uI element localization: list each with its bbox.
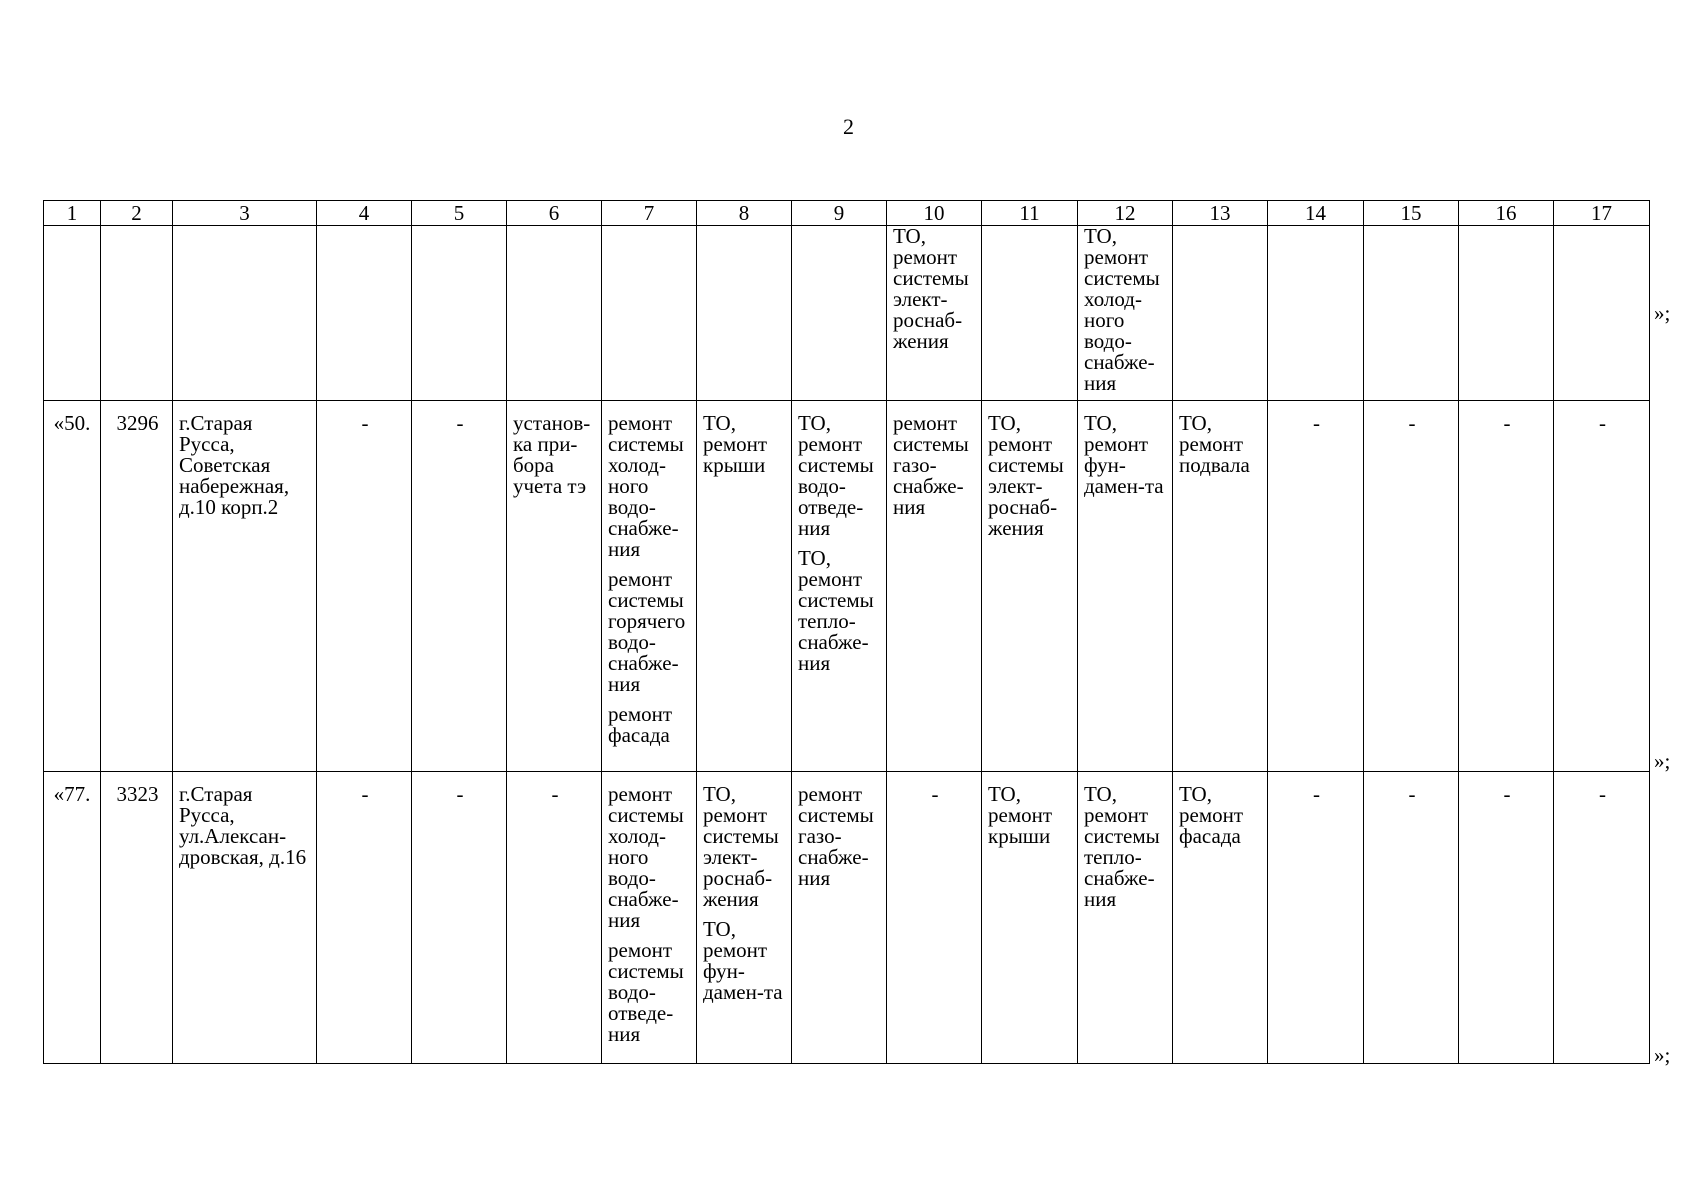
table-cell: ТО, ремонт системы тепло-снабже-ния xyxy=(1078,772,1173,1064)
table-cell: - xyxy=(507,772,602,1064)
table-cell xyxy=(507,226,602,401)
column-header: 13 xyxy=(1173,201,1268,226)
column-header: 10 xyxy=(887,201,982,226)
page-number: 2 xyxy=(843,114,854,139)
table-cell xyxy=(412,226,507,401)
column-header: 11 xyxy=(982,201,1078,226)
table-cell: ТО, ремонт системы элект-роснаб-жения xyxy=(887,226,982,401)
table-cell: ТО, ремонт крыши xyxy=(697,401,792,772)
address: г.Старая Русса, ул.Алексан-дровская, д.16 xyxy=(173,772,317,1064)
column-header: 14 xyxy=(1268,201,1364,226)
table-row xyxy=(44,772,1650,1064)
column-header: 4 xyxy=(317,201,412,226)
table-cell xyxy=(602,226,697,401)
column-header: 8 xyxy=(697,201,792,226)
table-cell: установ-ка при-бора учета тэ xyxy=(507,401,602,772)
row-closing-quote: »; xyxy=(1654,301,1671,325)
table-cell: ремонт системы газо-снабже-ния xyxy=(887,401,982,772)
table-cell: - xyxy=(1554,772,1650,1064)
table-cell xyxy=(792,226,887,401)
column-header: 5 xyxy=(412,201,507,226)
table-cell: ТО, ремонт системы элект-роснаб-жения xyxy=(982,401,1078,772)
table-cell xyxy=(44,226,101,401)
table-cell: ТО, ремонт системы водо-отведе-ния ТО, ремонт системы тепло-снабже-ния xyxy=(792,401,887,772)
table-cell xyxy=(1554,226,1650,401)
table-cell: - xyxy=(1364,401,1459,772)
table-cell xyxy=(1364,226,1459,401)
table-cell xyxy=(697,226,792,401)
column-header: 3 xyxy=(173,201,317,226)
column-header: 1 xyxy=(44,201,101,226)
column-header: 16 xyxy=(1459,201,1554,226)
table-cell: - xyxy=(887,772,982,1064)
table-cell xyxy=(1459,226,1554,401)
table-cell: - xyxy=(1554,401,1650,772)
table-row xyxy=(44,401,1650,772)
table-cell xyxy=(982,226,1078,401)
table-cell: ремонт системы газо-снабже-ния xyxy=(792,772,887,1064)
table-cell: ТО, ремонт фун-дамен-та xyxy=(1078,401,1173,772)
table-cell: - xyxy=(1459,401,1554,772)
table-cell: - xyxy=(317,401,412,772)
table-row xyxy=(44,226,1650,401)
row-number: «77. xyxy=(44,772,101,1064)
column-header: 15 xyxy=(1364,201,1459,226)
table-cell: ТО, ремонт системы холод-ного водо-снабже-ния xyxy=(1078,226,1173,401)
row-closing-quote: »; xyxy=(1654,1043,1671,1067)
table-cell: - xyxy=(1459,772,1554,1064)
table-cell xyxy=(1173,226,1268,401)
table-cell xyxy=(101,226,173,401)
column-header: 6 xyxy=(507,201,602,226)
column-number-row xyxy=(44,201,1650,226)
table-cell xyxy=(1268,226,1364,401)
table-cell: ТО, ремонт крыши xyxy=(982,772,1078,1064)
table-cell: ТО, ремонт системы элект-роснаб-жения ТО, ремонт фун-дамен-та xyxy=(697,772,792,1064)
column-header: 17 xyxy=(1554,201,1650,226)
table-cell: ТО, ремонт фасада xyxy=(1173,772,1268,1064)
house-code: 3323 xyxy=(101,772,173,1064)
column-header: 9 xyxy=(792,201,887,226)
row-number: «50. xyxy=(44,401,101,772)
table-cell: ремонт системы холод-ного водо-снабже-ния ремонт системы водо-отведе-ния xyxy=(602,772,697,1064)
table-cell xyxy=(173,226,317,401)
table-cell: - xyxy=(1268,401,1364,772)
house-code: 3296 xyxy=(101,401,173,772)
table-cell: - xyxy=(317,772,412,1064)
table-cell: - xyxy=(412,401,507,772)
column-header: 2 xyxy=(101,201,173,226)
table-cell: ремонт системы холод-ного водо-снабже-ния ремонт системы горячего водо-снабже-ния ремонт фасада xyxy=(602,401,697,772)
row-closing-quote: »; xyxy=(1654,749,1671,773)
repair-schedule-table xyxy=(43,200,1650,1064)
table-cell: ТО, ремонт подвала xyxy=(1173,401,1268,772)
table-cell: - xyxy=(1364,772,1459,1064)
column-header: 7 xyxy=(602,201,697,226)
column-header: 12 xyxy=(1078,201,1173,226)
table-cell: - xyxy=(1268,772,1364,1064)
address: г.Старая Русса, Советская набережная, д.10 корп.2 xyxy=(173,401,317,772)
table-cell: - xyxy=(412,772,507,1064)
table-cell xyxy=(317,226,412,401)
